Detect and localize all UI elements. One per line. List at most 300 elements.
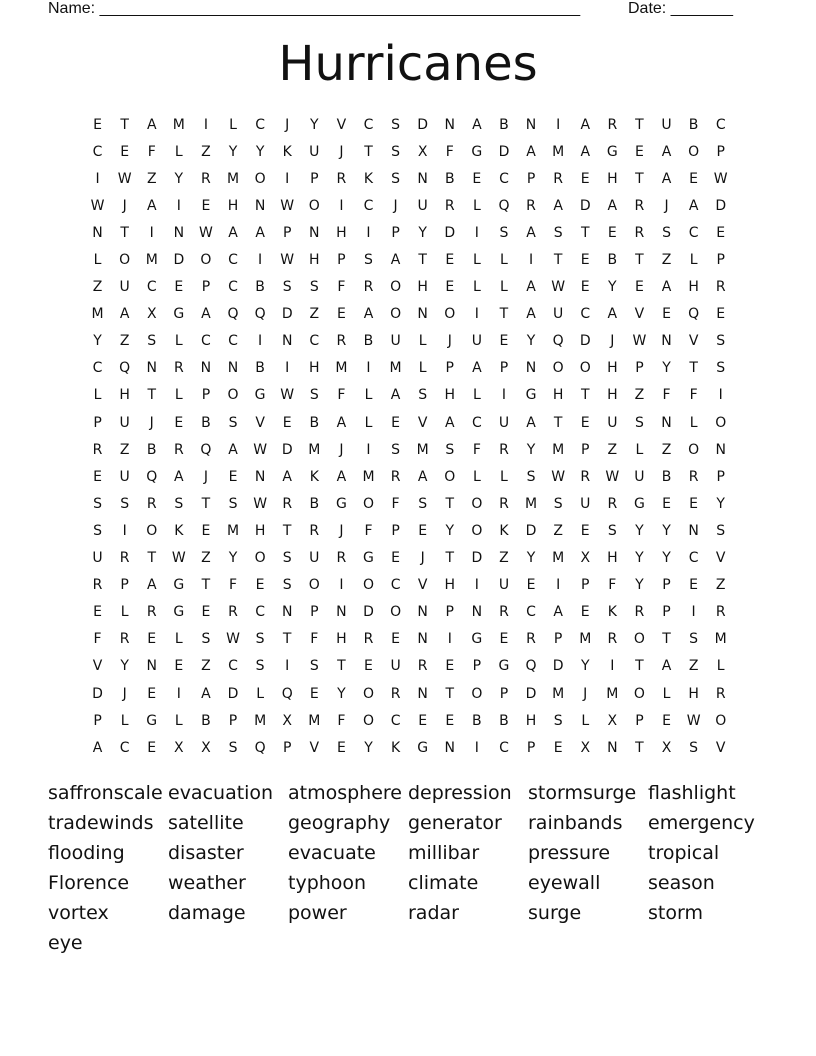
grid-letter: P — [662, 577, 671, 594]
word-list-item: damage — [168, 902, 246, 924]
grid-letter: L — [418, 333, 427, 350]
grid-letter: C — [580, 306, 591, 323]
grid-letter: T — [120, 224, 129, 241]
grid-letter: P — [337, 252, 346, 269]
word-list-item: evacuation — [168, 782, 274, 804]
word-list-item: stormsurge — [528, 782, 637, 804]
grid-letter: B — [146, 441, 157, 458]
grid-letter: Z — [201, 550, 211, 567]
grid-letter: A — [92, 739, 103, 756]
word-list-item: surge — [528, 902, 582, 924]
grid-letter: N — [336, 604, 347, 621]
grid-letter: Z — [201, 658, 211, 675]
grid-letter: R — [282, 495, 293, 512]
grid-letter: O — [254, 550, 266, 567]
grid-letter: C — [92, 143, 103, 160]
grid-letter: L — [472, 468, 481, 485]
grid-letter: I — [176, 197, 181, 214]
grid-letter: E — [662, 306, 671, 323]
grid-letter: I — [691, 604, 696, 621]
grid-letter: Q — [281, 685, 293, 702]
grid-letter: M — [335, 360, 348, 377]
grid-letter: S — [391, 143, 401, 160]
grid-letter: R — [634, 604, 645, 621]
grid-letter: C — [363, 197, 374, 214]
grid-letter: Z — [634, 387, 645, 404]
grid-letter: L — [364, 414, 373, 431]
grid-letter: D — [471, 550, 483, 567]
grid-letter: F — [310, 631, 319, 648]
grid-letter: F — [337, 712, 346, 729]
grid-letter: P — [391, 224, 400, 241]
grid-letter: B — [201, 712, 211, 729]
word-list-item: geography — [288, 812, 391, 834]
grid-letter: Y — [580, 658, 590, 675]
grid-letter: E — [201, 197, 211, 214]
grid-letter: T — [337, 658, 346, 675]
grid-letter: B — [444, 170, 455, 187]
grid-letter: A — [201, 306, 211, 323]
grid-letter: G — [173, 604, 185, 621]
grid-letter: P — [716, 468, 725, 485]
grid-letter: G — [335, 495, 347, 512]
grid-letter: U — [471, 333, 482, 350]
grid-letter: T — [201, 577, 211, 594]
grid-letter: T — [553, 252, 563, 269]
grid-letter: A — [390, 252, 401, 269]
grid-letter: P — [716, 252, 725, 269]
grid-letter: O — [633, 631, 645, 648]
grid-letter: Z — [499, 550, 509, 567]
grid-letter: E — [689, 577, 699, 594]
grid-letter: J — [610, 333, 615, 350]
grid-letter: S — [526, 468, 536, 485]
grid-letter: E — [499, 631, 509, 648]
grid-letter: J — [393, 197, 398, 214]
grid-letter: R — [336, 333, 347, 350]
grid-letter: P — [635, 360, 644, 377]
grid-letter: A — [607, 197, 618, 214]
grid-letter: E — [716, 306, 726, 323]
word-list-item: millibar — [408, 842, 480, 864]
grid-letter: F — [391, 495, 400, 512]
grid-letter: S — [282, 577, 292, 594]
grid-letter: P — [716, 143, 725, 160]
grid-letter: C — [390, 712, 401, 729]
grid-letter: L — [581, 712, 590, 729]
grid-letter: R — [607, 116, 618, 133]
grid-letter: U — [119, 468, 130, 485]
grid-letter: R — [634, 224, 645, 241]
grid-letter: R — [173, 360, 184, 377]
grid-letter: N — [227, 360, 239, 377]
grid-letter: F — [228, 577, 238, 594]
grid-letter: D — [552, 658, 564, 675]
grid-letter: T — [147, 550, 157, 567]
grid-letter: U — [580, 495, 591, 512]
grid-letter: H — [444, 387, 456, 404]
grid-letter: Z — [553, 522, 563, 539]
grid-letter: E — [634, 143, 644, 160]
grid-letter: E — [418, 522, 428, 539]
grid-letter: Q — [227, 306, 239, 323]
grid-letter: R — [92, 577, 103, 594]
grid-letter: N — [92, 224, 103, 241]
grid-letter: T — [282, 522, 292, 539]
grid-letter: C — [363, 116, 374, 133]
grid-letter: O — [688, 441, 700, 458]
grid-letter: S — [634, 414, 644, 431]
grid-letter: R — [309, 522, 320, 539]
grid-letter: S — [93, 522, 102, 539]
grid-letter: O — [362, 495, 374, 512]
grid-letter: P — [445, 360, 454, 377]
grid-letter: K — [390, 739, 401, 756]
grid-letter: A — [417, 468, 428, 485]
grid-letter: R — [580, 468, 591, 485]
grid-letter: C — [309, 333, 320, 350]
grid-letter: N — [444, 739, 455, 756]
grid-letter: E — [445, 279, 455, 296]
grid-letter: R — [499, 441, 509, 458]
grid-letter: N — [254, 468, 266, 485]
grid-letter: Y — [310, 116, 319, 133]
grid-letter: Q — [688, 306, 700, 323]
grid-letter: P — [93, 712, 102, 729]
grid-letter: T — [553, 414, 563, 431]
grid-letter: R — [607, 631, 618, 648]
grid-letter: L — [472, 387, 481, 404]
grid-letter: D — [525, 685, 537, 702]
grid-letter: A — [228, 441, 238, 458]
word-list-item: evacuate — [288, 842, 376, 864]
grid-letter: N — [417, 306, 428, 323]
word-list-item: pressure — [528, 842, 611, 864]
word-list-item: vortex — [48, 902, 109, 924]
grid-letter: I — [366, 224, 371, 241]
grid-letter: R — [146, 604, 157, 621]
grid-letter: Z — [661, 252, 672, 269]
grid-letter: M — [308, 712, 321, 729]
grid-letter: I — [339, 197, 344, 214]
grid-letter: K — [363, 170, 374, 187]
grid-letter: E — [391, 414, 400, 431]
grid-letter: N — [281, 333, 293, 350]
grid-letter: Y — [228, 143, 238, 160]
grid-letter: L — [93, 387, 102, 404]
grid-letter: P — [635, 712, 644, 729]
grid-letter: C — [499, 739, 509, 756]
grid-letter: I — [474, 739, 479, 756]
grid-letter: F — [364, 522, 373, 539]
grid-letter: U — [390, 658, 401, 675]
grid-letter: L — [472, 197, 481, 214]
grid-letter: W — [117, 170, 132, 187]
word-list-item: weather — [168, 872, 246, 894]
grid-letter: S — [174, 495, 184, 512]
grid-letter: S — [662, 224, 671, 241]
grid-letter: L — [472, 252, 481, 269]
grid-letter: M — [145, 252, 158, 269]
grid-letter: R — [688, 468, 699, 485]
grid-letter: E — [147, 685, 157, 702]
grid-letter: R — [634, 197, 645, 214]
grid-letter: Y — [662, 522, 671, 539]
grid-letter: W — [253, 495, 268, 512]
grid-letter: A — [174, 468, 184, 485]
grid-letter: M — [172, 116, 185, 133]
grid-letter: T — [201, 495, 211, 512]
grid-letter: S — [391, 170, 401, 187]
grid-letter: R — [336, 550, 347, 567]
grid-letter: F — [662, 387, 671, 404]
grid-letter: C — [499, 170, 509, 187]
grid-letter: J — [339, 441, 344, 458]
grid-letter: Y — [418, 224, 427, 241]
grid-letter: O — [444, 306, 456, 323]
word-list-item: emergency — [648, 812, 755, 834]
grid-letter: T — [662, 631, 671, 648]
grid-letter: J — [583, 685, 588, 702]
grid-letter: Z — [688, 658, 699, 675]
grid-letter: L — [364, 387, 373, 404]
grid-letter: L — [662, 685, 671, 702]
grid-letter: O — [227, 387, 239, 404]
grid-letter: O — [362, 685, 374, 702]
grid-letter: Y — [174, 170, 184, 187]
word-list-item: storm — [648, 902, 703, 924]
grid-letter: E — [580, 252, 590, 269]
grid-letter: N — [688, 522, 699, 539]
grid-letter: N — [661, 333, 672, 350]
word-list-item: power — [288, 902, 347, 924]
grid-letter: R — [607, 495, 618, 512]
grid-letter: O — [444, 468, 456, 485]
grid-letter: U — [553, 306, 564, 323]
word-list-item: eye — [48, 932, 83, 954]
grid-letter: Y — [445, 522, 455, 539]
grid-letter: G — [173, 577, 185, 594]
grid-letter: N — [471, 604, 483, 621]
grid-letter: E — [418, 712, 428, 729]
grid-letter: O — [715, 414, 727, 431]
grid-letter: C — [92, 360, 103, 377]
grid-letter: N — [444, 116, 455, 133]
grid-letter: Y — [635, 550, 644, 567]
grid-letter: R — [146, 495, 157, 512]
grid-letter: R — [390, 468, 401, 485]
word-list-item: saffronscale — [48, 782, 163, 804]
grid-letter: Z — [309, 306, 320, 323]
grid-letter: E — [689, 170, 699, 187]
grid-letter: A — [526, 306, 536, 323]
grid-letter: R — [119, 550, 130, 567]
grid-letter: S — [255, 658, 265, 675]
grid-letter: B — [688, 116, 699, 133]
grid-letter: H — [607, 360, 618, 377]
grid-letter: R — [228, 604, 238, 621]
grid-letter: E — [499, 333, 509, 350]
word-list-item: eyewall — [528, 872, 601, 894]
grid-letter: A — [553, 197, 563, 214]
grid-letter: R — [336, 170, 347, 187]
grid-letter: P — [499, 360, 509, 377]
grid-letter: O — [119, 252, 131, 269]
word-list-item: rainbands — [528, 812, 623, 834]
grid-letter: K — [174, 522, 184, 539]
grid-letter: T — [445, 495, 455, 512]
grid-letter: K — [499, 522, 509, 539]
grid-letter: C — [255, 116, 265, 133]
grid-letter: N — [525, 116, 537, 133]
grid-letter: L — [500, 468, 508, 485]
grid-letter: M — [525, 495, 538, 512]
grid-letter: P — [282, 224, 292, 241]
grid-letter: F — [337, 279, 346, 296]
grid-letter: E — [445, 252, 455, 269]
grid-letter: R — [526, 197, 536, 214]
grid-letter: A — [580, 143, 591, 160]
grid-letter: D — [281, 441, 293, 458]
grid-letter: N — [254, 197, 266, 214]
grid-letter: R — [173, 441, 184, 458]
grid-letter: S — [201, 631, 211, 648]
grid-letter: P — [282, 739, 292, 756]
grid-letter: L — [174, 387, 183, 404]
grid-letter: Z — [119, 333, 130, 350]
grid-letter: A — [282, 468, 292, 485]
grid-letter: H — [119, 387, 130, 404]
grid-letter: B — [661, 468, 672, 485]
grid-letter: B — [363, 333, 374, 350]
grid-letter: N — [417, 604, 428, 621]
grid-letter: L — [174, 631, 183, 648]
grid-letter: Q — [200, 441, 212, 458]
grid-letter: N — [417, 685, 428, 702]
grid-letter: Y — [364, 739, 373, 756]
grid-letter: F — [472, 441, 481, 458]
grid-letter: S — [228, 495, 238, 512]
grid-letter: S — [309, 658, 319, 675]
grid-letter: L — [174, 712, 183, 729]
grid-letter: X — [580, 550, 591, 567]
grid-letter: T — [445, 685, 455, 702]
grid-letter: T — [635, 739, 644, 756]
grid-letter: H — [444, 577, 456, 594]
grid-letter: F — [337, 387, 346, 404]
grid-letter: T — [147, 387, 157, 404]
grid-letter: R — [363, 279, 374, 296]
grid-letter: J — [285, 116, 290, 133]
grid-letter: A — [526, 143, 536, 160]
grid-letter: Y — [120, 658, 129, 675]
grid-letter: W — [632, 333, 647, 350]
grid-letter: E — [607, 224, 617, 241]
grid-letter: S — [553, 712, 563, 729]
word-list-item: climate — [408, 872, 479, 894]
grid-letter: A — [390, 387, 401, 404]
grid-letter: W — [551, 468, 566, 485]
grid-letter: E — [336, 306, 346, 323]
grid-letter: H — [227, 197, 239, 214]
grid-letter: N — [281, 604, 293, 621]
grid-letter: P — [201, 279, 211, 296]
grid-letter: C — [715, 116, 726, 133]
grid-letter: J — [339, 143, 344, 160]
grid-letter: R — [201, 170, 211, 187]
grid-letter: C — [526, 604, 536, 621]
grid-letter: Y — [635, 577, 644, 594]
grid-letter: V — [634, 306, 645, 323]
grid-letter: B — [499, 712, 509, 729]
grid-letter: E — [472, 170, 482, 187]
grid-letter: H — [525, 712, 537, 729]
grid-letter: T — [580, 387, 590, 404]
grid-letter: E — [174, 279, 184, 296]
grid-letter: S — [716, 522, 726, 539]
grid-letter: Q — [146, 468, 158, 485]
grid-letter: L — [472, 279, 481, 296]
grid-letter: E — [201, 522, 211, 539]
grid-letter: X — [607, 712, 618, 729]
grid-letter: P — [391, 522, 400, 539]
grid-letter: H — [417, 279, 428, 296]
grid-letter: A — [688, 197, 699, 214]
grid-letter: O — [579, 360, 591, 377]
grid-letter: Y — [526, 441, 536, 458]
grid-letter: U — [309, 143, 320, 160]
grid-letter: E — [553, 739, 563, 756]
grid-letter: K — [282, 143, 292, 160]
grid-letter: H — [309, 360, 320, 377]
grid-letter: C — [119, 739, 130, 756]
grid-letter: U — [309, 550, 320, 567]
grid-letter: C — [390, 577, 401, 594]
grid-letter: R — [715, 279, 726, 296]
grid-letter: O — [390, 279, 402, 296]
grid-letter: U — [634, 468, 645, 485]
grid-letter: S — [499, 224, 509, 241]
grid-letter: P — [228, 712, 238, 729]
grid-letter: S — [689, 739, 699, 756]
grid-letter: X — [174, 739, 184, 756]
grid-letter: M — [579, 631, 592, 648]
grid-letter: F — [93, 631, 102, 648]
grid-letter: E — [120, 143, 130, 160]
grid-letter: W — [171, 550, 186, 567]
grid-letter: O — [308, 197, 320, 214]
grid-letter: E — [93, 116, 102, 133]
grid-letter: S — [689, 631, 699, 648]
grid-letter: D — [715, 197, 727, 214]
grid-letter: Q — [119, 360, 131, 377]
grid-letter: D — [417, 116, 429, 133]
grid-letter: A — [228, 224, 238, 241]
grid-letter: G — [254, 387, 266, 404]
grid-letter: P — [120, 577, 129, 594]
grid-letter: T — [282, 631, 292, 648]
grid-letter: S — [445, 441, 455, 458]
word-list-item: flooding — [48, 842, 125, 864]
grid-letter: I — [474, 577, 479, 594]
grid-letter: X — [201, 739, 211, 756]
grid-letter: C — [201, 333, 211, 350]
grid-letter: I — [285, 360, 290, 377]
grid-letter: E — [662, 495, 671, 512]
grid-letter: I — [366, 360, 371, 377]
grid-letter: L — [716, 658, 725, 675]
grid-letter: S — [282, 550, 292, 567]
